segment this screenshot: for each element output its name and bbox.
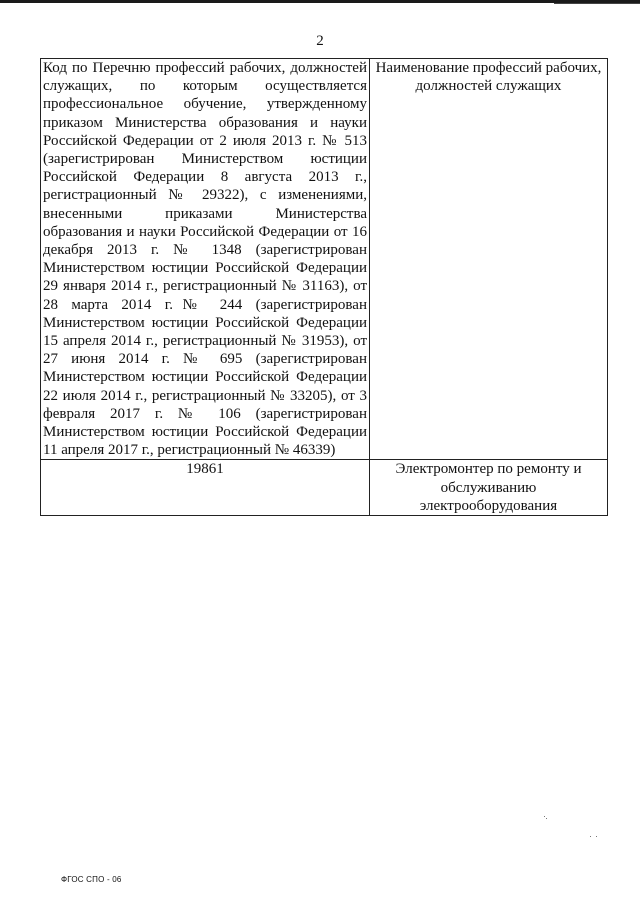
professions-table [40, 58, 608, 516]
profession-name-cell [370, 460, 608, 516]
scan-speck [596, 836, 597, 837]
scan-top-edge [0, 0, 640, 3]
profession-code-cell: 19861 [41, 460, 370, 516]
scan-top-edge-mark [554, 3, 640, 4]
scan-speck [546, 818, 547, 819]
header-name-column: Наименование профессий рабочих, должностей служащих [370, 59, 608, 460]
footer-document-code: ФГОС СПО - 06 [61, 875, 122, 884]
profession-name-text: Электромонтер по ремонту и обслуживанию электрооборудования [395, 461, 582, 514]
table-row [41, 460, 608, 516]
header-code-column: Код по Перечню профессий рабочих, должностей служащих, по которым осуществляется профессиональное обучение, утвержденному приказом Министерства образования и науки Российской Федерации от 2 июля 2013 г. № 513 (зарегистрирован Министерством юстиции Российской Федерации 8 августа 2013 г., регистрационный № 29322), с изменениями, внесенными приказами Министерства образования и науки Российской Федерации от 16 декабря 2013 г. № 1348 (зарегистрирован Министерством юстиции Российской Федерации 29 января 2014 г., регистрационный № 31163), от 28 марта 2014 г.№ 244 (зарегистрирован Министерством юстиции Российской Федерации 15 апреля 2014 г., регистрационный № 31953), от 27 июня 2014 г. № 695 (зарегистрирован Министерством юстиции Российской Федерации 22 июля 2014 г., регистрационный № 33205), от 3 февраля 2017 г. № 106 (зарегистрирован Министерством юстиции Российской Федерации 11 апреля 2017 г., регистрационный № 46339) [41, 59, 370, 460]
scan-speck [590, 836, 591, 837]
scan-speck [544, 816, 545, 817]
table-header-row [41, 59, 608, 460]
page-number: 2 [316, 33, 324, 49]
